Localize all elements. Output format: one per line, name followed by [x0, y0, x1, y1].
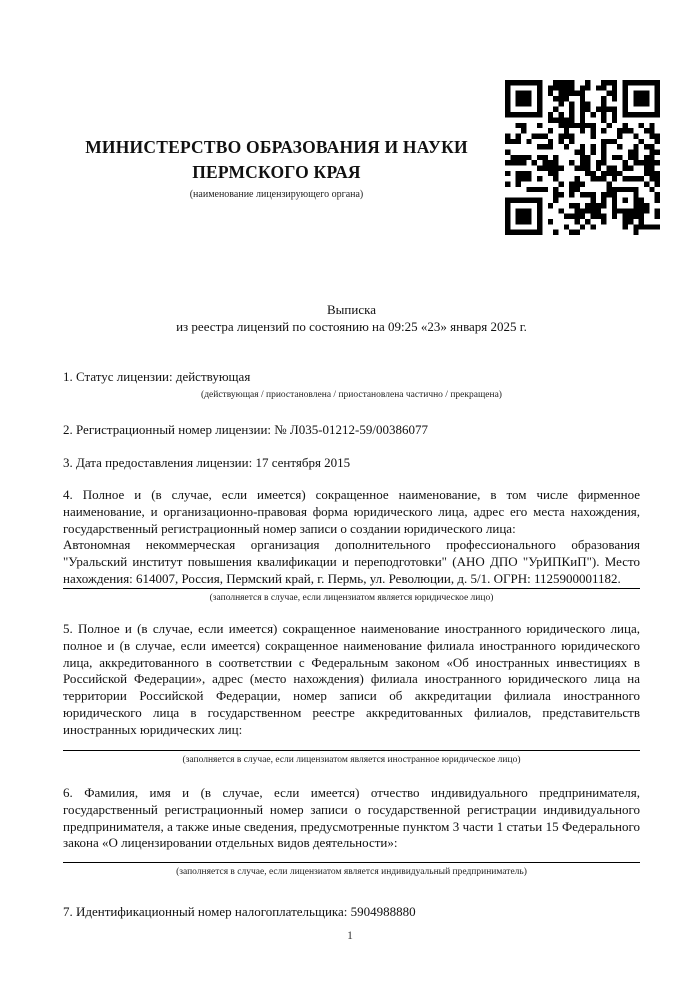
- document-title-line2: из реестра лицензий по состоянию на 09:25 «23» января 2025 г.: [176, 319, 527, 334]
- taxpayer-number-line: 7. Идентификационный номер налогоплательщика: 5904988880: [63, 904, 416, 920]
- ministry-name-line1: МИНИСТЕРСТВО ОБРАЗОВАНИЯ И НАУКИ: [85, 137, 468, 157]
- entrepreneur-section: [63, 785, 640, 878]
- qr-code-canvas: [505, 80, 660, 235]
- foreign-entity-fill-line: [63, 750, 640, 751]
- legal-entity-value: Автономная некоммерческая организация дополнительного профессионального образования "Уральский институт повышения квалификации и переподготовки" (АНО ДПО "УрИПКиП"). Место нахождения: 614007, Россия, Пермский край, г. Пермь, ул. Революции, д. 5/1. ОГРН: 1125900001182.: [63, 537, 640, 586]
- legal-entity-caption: (заполняется в случае, если лицензиатом является юридическое лицо): [209, 593, 494, 604]
- entrepreneur-fill-line: [63, 862, 640, 863]
- registration-number-section: [63, 422, 640, 439]
- status-options-caption: (действующая / приостановлена / приостановлена частично / прекращена): [201, 389, 502, 400]
- legal-entity-section: [63, 487, 640, 604]
- qr-code-image: [505, 80, 660, 235]
- ministry-name-line2: ПЕРМСКОГО КРАЯ: [192, 162, 361, 182]
- foreign-entity-section: [63, 621, 640, 766]
- entrepreneur-caption: (заполняется в случае, если лицензиатом является индивидуальный предприниматель): [176, 867, 527, 878]
- entrepreneur-question: 6. Фамилия, имя и (в случае, если имеется) отчество индивидуального предпринимателя, государственный регистрационный номер записи о государственной регистрации индивидуального предпринимателя, а также иные сведения, предусмотренные пунктом 3 части 1 статьи 15 Федерального закона «О лицензировании отдельных видов деятельности»:: [63, 785, 640, 851]
- document-title: [63, 301, 640, 335]
- foreign-entity-question: 5. Полное и (в случае, если имеется) сокращенное наименование иностранного юридического лица, полное и (в случае, если имеется) сокращенное наименование филиала иностранного юридического лица, аккредитованного в соответствии с Федеральным законом «Об иностранных инвестициях в Российской Федерации», адрес (место нахождения) филиала иностранного юридического лица на территории Российской Федерации, номер записи об аккредитации филиала иностранного юридического лица в государственном реестре аккредитованных филиалов, представительств иностранных юридических лиц:: [63, 621, 640, 737]
- ministry-caption: (наименование лицензирующего органа): [189, 189, 364, 200]
- license-status-line: 1. Статус лицензии: действующая: [63, 369, 251, 384]
- license-date-section: [63, 455, 640, 472]
- registration-number-line: 2. Регистрационный номер лицензии: № Л035-01212-59/00386077: [63, 421, 429, 437]
- licensing-authority-header: [63, 0, 490, 200]
- document-title-line1: Выписка: [327, 302, 376, 317]
- page-number: 1: [347, 930, 353, 942]
- legal-entity-question: 4. Полное и (в случае, если имеется) сокращенное наименование, в том числе фирменное наименование, и организационно-правовая форма юридического лица, адрес его места нахождения, государственный регистрационный номер записи о создании юридического лица:: [63, 487, 640, 536]
- taxpayer-number-section: [63, 904, 640, 921]
- legal-entity-fill-line: [63, 588, 640, 589]
- foreign-entity-caption: (заполняется в случае, если лицензиатом является иностранное юридическое лицо): [182, 755, 521, 766]
- license-status-section: [63, 369, 640, 401]
- ministry-name: [63, 135, 490, 185]
- license-date-line: 3. Дата предоставления лицензии: 17 сентября 2015: [63, 455, 351, 471]
